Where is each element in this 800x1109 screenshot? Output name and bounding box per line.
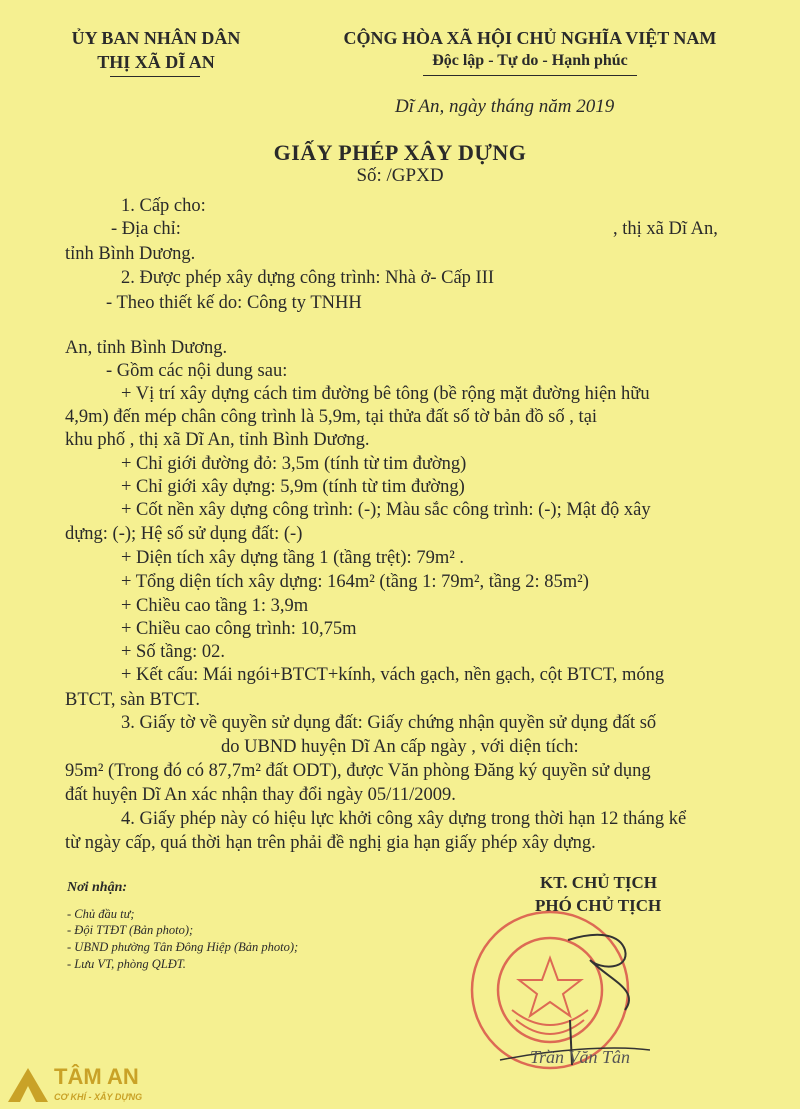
issuer-name: ỦY BAN NHÂN DÂN [71, 28, 241, 48]
body-line: + Chỉ giới đường đỏ: 3,5m (tính từ tim đường) [121, 454, 467, 474]
document-number: Số: /GPXD [356, 165, 444, 186]
recipient-item: - UBND phường Tân Đông Hiệp (Bản photo); [67, 940, 299, 954]
svg-text:TÂM AN: TÂM AN [54, 1064, 139, 1089]
body-line: 1. Cấp cho: [121, 196, 206, 216]
body-line: - Theo thiết kế do: Công ty TNHH [106, 293, 362, 313]
body-line: đất huyện Dĩ An xác nhận thay đổi ngày 05/11/2009. [65, 785, 456, 805]
body-line: khu phố , thị xã Dĩ An, tỉnh Bình Dương. [65, 430, 370, 450]
body-line: + Cốt nền xây dựng công trình: (-); Màu sắc công trình: (-); Mật độ xây [121, 500, 651, 520]
issuer-underline [110, 76, 200, 77]
body-line: 3. Giấy tờ về quyền sử dụng đất: Giấy chứng nhận quyền sử dụng đất số [121, 713, 657, 733]
svg-text:CƠ KHÍ - XÂY DỰNG: CƠ KHÍ - XÂY DỰNG [54, 1092, 143, 1102]
body-line: dựng: (-); Hệ số sử dụng đất: (-) [65, 524, 303, 544]
national-title: CỘNG HÒA XÃ HỘI CHỦ NGHĨA VIỆT NAM [343, 28, 717, 48]
body-line: , thị xã Dĩ An, [613, 219, 718, 239]
body-line: 95m² (Trong đó có 87,7m² đất ODT), được Văn phòng Đăng ký quyền sử dụng [65, 761, 651, 781]
body-line: 2. Được phép xây dựng công trình: Nhà ở- Cấp III [121, 268, 495, 288]
body-line: + Kết cấu: Mái ngói+BTCT+kính, vách gạch, nền gạch, cột BTCT, móng [121, 665, 665, 685]
motto-underline [423, 75, 637, 76]
document-title: GIẤY PHÉP XÂY DỰNG [273, 140, 527, 165]
recipient-item: - Lưu VT, phòng QLĐT. [67, 957, 186, 971]
recipient-item: - Chủ đầu tư; [67, 907, 135, 921]
body-line: 4. Giấy phép này có hiệu lực khởi công xây dựng trong thời hạn 12 tháng kể [121, 809, 687, 829]
body-line: + Chiều cao công trình: 10,75m [121, 619, 357, 639]
body-line: + Số tầng: 02. [121, 642, 225, 662]
recipients-title: Nơi nhận: [67, 880, 128, 895]
body-line: + Vị trí xây dựng cách tim đường bê tông (bề rộng mặt đường hiện hữu [121, 384, 650, 404]
tam-an-logo [6, 1062, 166, 1109]
body-line: + Chiều cao tầng 1: 3,9m [121, 596, 309, 616]
body-line: do UBND huyện Dĩ An cấp ngày , với diện tích: [221, 737, 579, 757]
body-line: + Chỉ giới xây dựng: 5,9m (tính từ tim đường) [121, 477, 465, 497]
body-line: tỉnh Bình Dương. [65, 244, 196, 264]
body-line: - Gồm các nội dung sau: [106, 361, 288, 381]
national-motto: Độc lập - Tự do - Hạnh phúc [432, 52, 628, 69]
signature-title: PHÓ CHỦ TỊCH [535, 896, 662, 915]
body-line: + Tổng diện tích xây dựng: 164m² (tầng 1: 79m², tầng 2: 85m²) [121, 572, 589, 592]
signer-name: Trần Văn Tân [530, 1047, 631, 1067]
body-line: từ ngày cấp, quá thời hạn trên phải đề nghị gia hạn giấy phép xây dựng. [65, 833, 596, 853]
issuer-district: THỊ XÃ DĨ AN [97, 52, 215, 72]
body-line: + Diện tích xây dựng tầng 1 (tầng trệt): 79m² . [121, 548, 464, 568]
signature-role: KT. CHỦ TỊCH [540, 873, 657, 892]
body-line: BTCT, sàn BTCT. [65, 690, 200, 710]
body-line: 4,9m) đến mép chân công trình là 5,9m, tại thửa đất số tờ bản đồ số , tại [65, 407, 598, 427]
recipient-item: - Đội TTĐT (Bản photo); [67, 923, 194, 937]
body-line: - Địa chỉ: [111, 219, 181, 239]
issue-date: Dĩ An, ngày tháng năm 2019 [395, 96, 615, 117]
body-line: An, tỉnh Bình Dương. [65, 338, 228, 358]
